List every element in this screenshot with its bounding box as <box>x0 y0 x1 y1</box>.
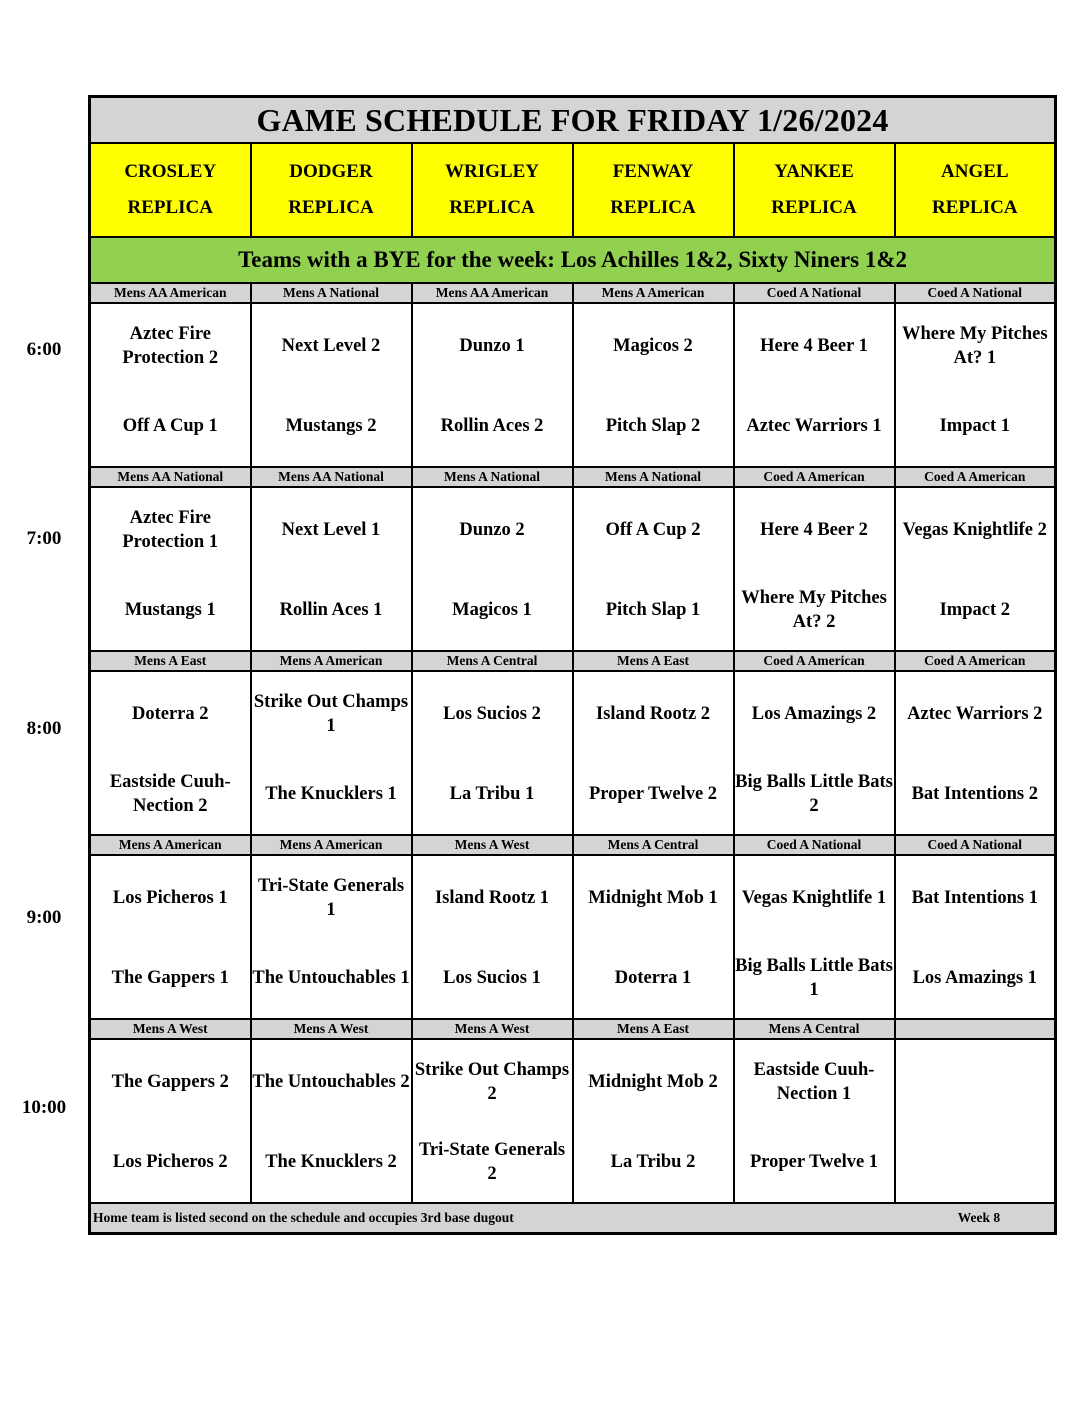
home-team: Rollin Aces 2 <box>440 416 544 436</box>
game-cell <box>412 855 573 1019</box>
game-cell <box>734 487 895 651</box>
away-team: Dunzo 1 <box>459 336 525 356</box>
game-cell <box>90 855 251 1019</box>
field-header <box>573 143 734 237</box>
field-name: ANGEL <box>941 161 1009 182</box>
time-label: 8:00 <box>26 718 62 739</box>
game-row <box>90 855 1056 1019</box>
division-label: Mens A National <box>573 467 734 487</box>
division-label: Coed A American <box>734 467 895 487</box>
home-team: Tri-State Generals 2 <box>418 1140 566 1184</box>
field-header <box>734 143 895 237</box>
field-sub: REPLICA <box>449 197 535 218</box>
time-label: 7:00 <box>26 528 62 549</box>
game-cell <box>573 487 734 651</box>
division-label: Mens AA National <box>251 467 412 487</box>
home-team: La Tribu 2 <box>610 1152 696 1172</box>
away-team: Magicos 2 <box>613 336 693 356</box>
game-cell <box>573 671 734 835</box>
home-team: Pitch Slap 2 <box>605 416 701 436</box>
game-cell <box>734 671 895 835</box>
division-row <box>90 283 1056 303</box>
division-label: Mens A Central <box>412 651 573 671</box>
game-cell <box>90 487 251 651</box>
away-team: The Untouchables 2 <box>252 1072 410 1092</box>
game-cell <box>734 855 895 1019</box>
time-label: 6:00 <box>26 339 62 360</box>
home-team: Impact 2 <box>939 600 1010 620</box>
away-team: Strike Out Champs 1 <box>253 692 409 736</box>
division-label <box>895 1019 1056 1039</box>
away-team: Here 4 Beer 2 <box>760 520 868 540</box>
week-label: Week 8 <box>957 1210 1001 1225</box>
game-cell <box>90 1039 251 1203</box>
home-team <box>896 1124 1055 1200</box>
field-name: WRIGLEY <box>445 161 539 182</box>
game-cell <box>895 855 1056 1019</box>
away-team: Aztec Fire Protection 2 <box>122 324 219 368</box>
division-label: Mens A West <box>251 1019 412 1039</box>
division-label: Coed A National <box>895 835 1056 855</box>
game-cell <box>895 487 1056 651</box>
home-team: The Knucklers 1 <box>265 784 397 804</box>
away-team: Where My Pitches At? 1 <box>902 324 1048 368</box>
home-team: The Knucklers 2 <box>265 1152 397 1172</box>
division-label: Coed A American <box>895 651 1056 671</box>
bye-banner: Teams with a BYE for the week: Los Achilles 1&2, Sixty Niners 1&2 <box>90 237 1056 283</box>
field-header <box>895 143 1056 237</box>
home-team: The Untouchables 1 <box>252 968 410 988</box>
field-sub: REPLICA <box>771 197 857 218</box>
field-name: FENWAY <box>612 161 694 182</box>
division-label: Mens AA American <box>412 283 573 303</box>
schedule-table <box>88 95 1057 1235</box>
home-team: Mustangs 1 <box>124 600 216 620</box>
time-label: 9:00 <box>26 907 62 928</box>
home-team: Aztec Warriors 1 <box>746 416 882 436</box>
field-name: YANKEE <box>774 161 854 182</box>
division-label: Mens A American <box>573 283 734 303</box>
game-row <box>90 1039 1056 1203</box>
home-team: Impact 1 <box>939 416 1010 436</box>
time-label: 10:00 <box>21 1097 67 1118</box>
division-label: Mens A West <box>412 1019 573 1039</box>
division-row <box>90 651 1056 671</box>
field-header <box>251 143 412 237</box>
home-team: Rollin Aces 1 <box>279 600 383 620</box>
home-team: Los Picheros 2 <box>112 1152 228 1172</box>
game-row <box>90 303 1056 467</box>
field-sub: REPLICA <box>127 197 213 218</box>
away-team: The Gappers 2 <box>111 1072 229 1092</box>
game-cell <box>90 671 251 835</box>
division-label: Coed A American <box>734 651 895 671</box>
game-row <box>90 671 1056 835</box>
division-label: Mens A American <box>251 651 412 671</box>
division-row <box>90 1019 1056 1039</box>
away-team: Dunzo 2 <box>459 520 525 540</box>
away-team: Vegas Knightlife 1 <box>741 888 887 908</box>
division-label: Coed A American <box>895 467 1056 487</box>
field-sub: REPLICA <box>288 197 374 218</box>
game-cell <box>251 1039 412 1203</box>
game-cell <box>412 303 573 467</box>
home-team-note: Home team is listed second on the schedule and occupies 3rd base dugout <box>93 1210 514 1225</box>
division-label: Mens A American <box>90 835 251 855</box>
game-cell <box>895 303 1056 467</box>
away-team: Midnight Mob 2 <box>588 1072 718 1092</box>
away-team: Here 4 Beer 1 <box>760 336 868 356</box>
division-label: Mens A East <box>90 651 251 671</box>
game-cell <box>895 1039 1056 1203</box>
away-team: Eastside Cuuh-Nection 1 <box>753 1060 875 1104</box>
away-team: Island Rootz 2 <box>595 704 711 724</box>
away-team <box>896 1044 1055 1120</box>
home-team: Mustangs 2 <box>285 416 377 436</box>
field-name: DODGER <box>289 161 373 182</box>
away-team: Bat Intentions 1 <box>911 888 1039 908</box>
game-cell <box>573 855 734 1019</box>
game-cell <box>251 855 412 1019</box>
footer <box>90 1203 1056 1234</box>
home-team: Proper Twelve 2 <box>588 784 718 804</box>
time-column <box>0 0 88 1408</box>
game-cell <box>251 671 412 835</box>
away-team: Off A Cup 2 <box>605 520 701 540</box>
game-cell <box>412 1039 573 1203</box>
away-team: Tri-State Generals 1 <box>257 876 405 920</box>
home-team: The Gappers 1 <box>111 968 229 988</box>
home-team: Where My Pitches At? 2 <box>741 588 887 632</box>
field-name: CROSLEY <box>124 161 217 182</box>
division-label: Mens A American <box>251 835 412 855</box>
game-cell <box>251 303 412 467</box>
division-label: Mens A West <box>412 835 573 855</box>
division-label: Mens A West <box>90 1019 251 1039</box>
away-team: Doterra 2 <box>131 704 209 724</box>
game-cell <box>895 671 1056 835</box>
division-label: Mens A East <box>573 1019 734 1039</box>
game-row <box>90 487 1056 651</box>
away-team: Los Amazings 2 <box>751 704 877 724</box>
away-team: Midnight Mob 1 <box>588 888 718 908</box>
home-team: Bat Intentions 2 <box>911 784 1039 804</box>
page-title: GAME SCHEDULE FOR FRIDAY 1/26/2024 <box>90 97 1056 144</box>
game-cell <box>412 671 573 835</box>
field-header-row <box>90 143 1056 237</box>
game-cell <box>573 303 734 467</box>
home-team: Big Balls Little Bats 1 <box>735 956 893 1000</box>
division-label: Mens A National <box>251 283 412 303</box>
home-team: Pitch Slap 1 <box>605 600 701 620</box>
game-cell <box>734 303 895 467</box>
home-team: Proper Twelve 1 <box>749 1152 879 1172</box>
home-team: Doterra 1 <box>614 968 692 988</box>
game-cell <box>251 487 412 651</box>
division-label: Mens A Central <box>573 835 734 855</box>
division-label: Coed A National <box>734 283 895 303</box>
home-team: Off A Cup 1 <box>122 416 218 436</box>
away-team: Strike Out Champs 2 <box>414 1060 570 1104</box>
home-team: Magicos 1 <box>452 600 532 620</box>
game-cell <box>412 487 573 651</box>
away-team: Vegas Knightlife 2 <box>902 520 1047 540</box>
home-team: Los Amazings 1 <box>912 968 1037 988</box>
game-cell <box>90 303 251 467</box>
field-sub: REPLICA <box>932 197 1018 218</box>
home-team: Big Balls Little Bats 2 <box>735 772 893 816</box>
game-cell <box>573 1039 734 1203</box>
game-cell <box>734 1039 895 1203</box>
field-header <box>412 143 573 237</box>
away-team: Aztec Fire Protection 1 <box>122 508 219 552</box>
division-row <box>90 835 1056 855</box>
home-team: Los Sucios 1 <box>443 968 541 988</box>
division-label: Mens A East <box>573 651 734 671</box>
division-row <box>90 467 1056 487</box>
away-team: Los Picheros 1 <box>112 888 228 908</box>
away-team: Aztec Warriors 2 <box>907 704 1043 724</box>
away-team: Los Sucios 2 <box>443 704 541 724</box>
home-team: Eastside Cuuh-Nection 2 <box>109 772 231 816</box>
home-team: La Tribu 1 <box>449 784 535 804</box>
division-label: Coed A National <box>895 283 1056 303</box>
division-label: Mens A National <box>412 467 573 487</box>
away-team: Next Level 2 <box>281 336 381 356</box>
division-label: Coed A National <box>734 835 895 855</box>
field-sub: REPLICA <box>610 197 696 218</box>
division-label: Mens AA National <box>90 467 251 487</box>
away-team: Next Level 1 <box>281 520 381 540</box>
division-label: Mens A Central <box>734 1019 895 1039</box>
away-team: Island Rootz 1 <box>434 888 550 908</box>
division-label: Mens AA American <box>90 283 251 303</box>
field-header <box>90 143 251 237</box>
